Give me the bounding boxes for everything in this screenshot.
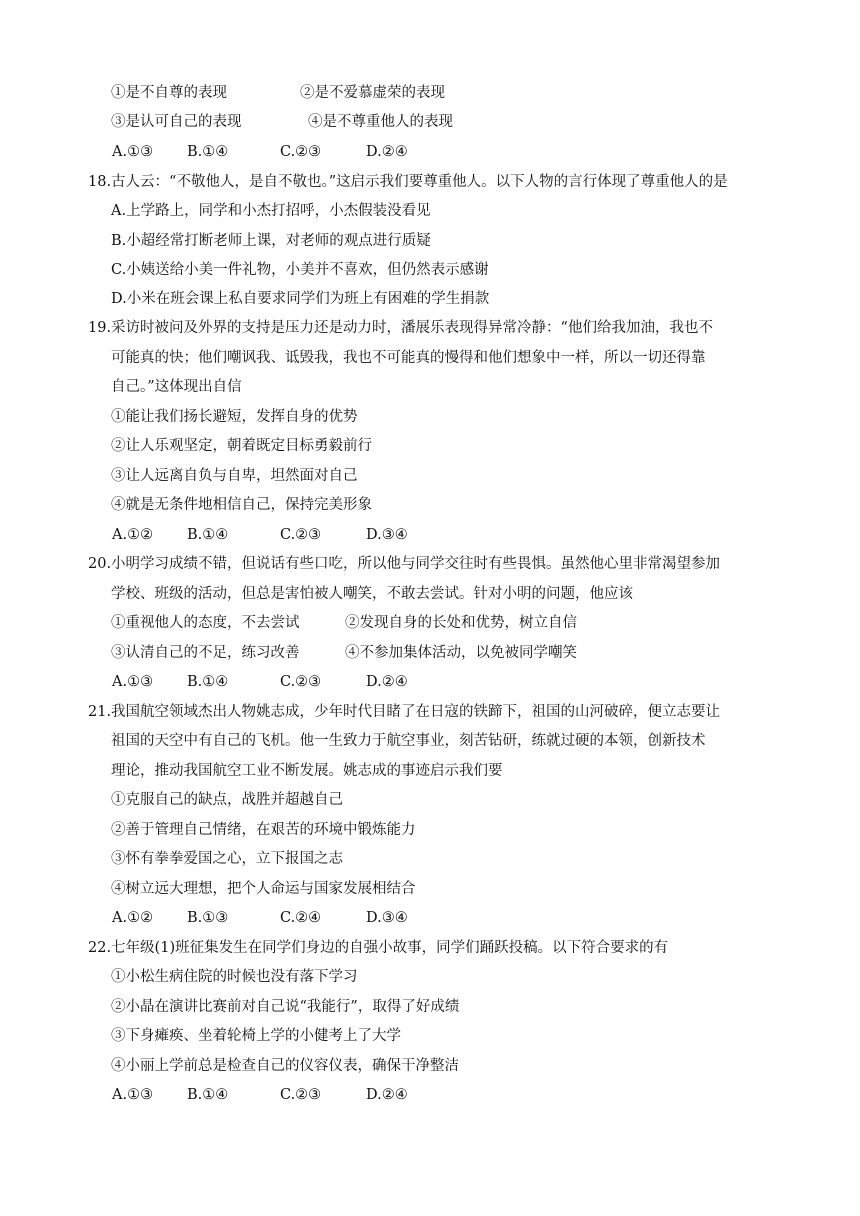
option-d: D.②④ <box>366 1087 408 1103</box>
option-a: A.①③ <box>112 674 154 690</box>
statement-4: ④就是无条件地相信自己，保持完美形象 <box>111 497 372 513</box>
option-c: C.②③ <box>280 1087 322 1103</box>
statement-3: ③怀有拳拳爱国之心，立下报国之志 <box>111 851 343 867</box>
statement-1: ①能让我们扬长避短，发挥自身的优势 <box>111 409 358 425</box>
option-d: D.②④ <box>366 674 408 690</box>
statement-3: ③是认可自己的表现 <box>111 114 242 130</box>
option-c: C.②③ <box>280 144 322 160</box>
option-b: B.①④ <box>187 1087 229 1103</box>
statement-4: ④是不尊重他人的表现 <box>308 114 453 130</box>
option-a: A.①② <box>112 910 154 926</box>
question-18-option-d: D.小米在班会课上私自要求同学们为班上有困难的学生捐款 <box>111 291 490 307</box>
question-20-stem-line-1: 20.小明学习成绩不错，但说话有些口吃，所以他与同学交往时有些畏惧。虽然他心里非常渴望参加 <box>88 556 721 572</box>
option-c: C.②③ <box>280 527 322 543</box>
statement-1: ①克服自己的缺点，战胜并超越自己 <box>111 792 343 808</box>
option-d: D.③④ <box>366 910 408 926</box>
statement-2: ②发现自身的长处和优势，树立自信 <box>345 615 577 631</box>
statement-2: ②善于管理自己情绪，在艰苦的环境中锻炼能力 <box>111 822 416 838</box>
question-19-stem-line-3: 自己。”这体现出自信 <box>111 379 242 395</box>
statement-2: ②让人乐观坚定，朝着既定目标勇毅前行 <box>111 438 372 454</box>
statement-4: ④不参加集体活动，以免被同学嘲笑 <box>345 645 577 661</box>
option-a: A.①③ <box>112 1087 154 1103</box>
statement-2: ②是不爱慕虚荣的表现 <box>300 85 445 101</box>
statement-4: ④小丽上学前总是检查自己的仪容仪表，确保干净整洁 <box>111 1058 459 1074</box>
option-d: D.③④ <box>366 527 408 543</box>
statement-3: ③下身瘫痪、坐着轮椅上学的小健考上了大学 <box>111 1028 401 1044</box>
statement-1: ①是不自尊的表现 <box>111 85 227 101</box>
question-21-stem-line-2: 祖国的天空中有自己的飞机。他一生致力于航空事业，刻苦钻研，练就过硬的本领，创新技术 <box>111 733 706 749</box>
question-18-option-b: B.小超经常打断老师上课，对老师的观点进行质疑 <box>111 233 431 249</box>
question-19-stem-line-2: 可能真的快；他们嘲讽我、诋毁我，我也不可能真的慢得和他们想象中一样，所以一切还得靠 <box>111 350 706 366</box>
question-22-stem: 22.七年级(1)班征集发生在同学们身边的自强小故事，同学们踊跃投稿。以下符合要求的有 <box>88 940 669 956</box>
question-20-stem-line-2: 学校、班级的活动，但总是害怕被人嘲笑，不敢去尝试。针对小明的问题，他应该 <box>111 586 633 602</box>
option-b: B.①④ <box>187 144 229 160</box>
option-a: A.①③ <box>112 144 154 160</box>
option-d: D.②④ <box>366 144 408 160</box>
statement-3: ③认清自己的不足，练习改善 <box>111 645 300 661</box>
question-18-option-c: C.小姨送给小美一件礼物，小美并不喜欢，但仍然表示感谢 <box>111 262 489 278</box>
option-c: C.②④ <box>280 910 322 926</box>
question-19-stem-line-1: 19.采访时被问及外界的支持是压力还是动力时，潘展乐表现得异常冷静：“他们给我加油，我也不 <box>88 320 713 336</box>
option-b: B.①④ <box>187 674 229 690</box>
question-21-stem-line-1: 21.我国航空领域杰出人物姚志成，少年时代目睹了在日寇的铁蹄下，祖国的山河破碎，便立志要让 <box>88 704 721 720</box>
question-18-stem: 18.古人云：“不敬他人，是自不敬也。”这启示我们要尊重他人。以下人物的言行体现了尊重他人的是 <box>88 174 728 190</box>
option-b: B.①③ <box>187 910 229 926</box>
statement-3: ③让人远离自负与自卑，坦然面对自己 <box>111 468 358 484</box>
question-21-stem-line-3: 理论，推动我国航空工业不断发展。姚志成的事迹启示我们要 <box>111 763 503 779</box>
option-b: B.①④ <box>187 527 229 543</box>
question-18-option-a: A.上学路上，同学和小杰打招呼，小杰假装没看见 <box>111 203 431 219</box>
statement-4: ④树立远大理想，把个人命运与国家发展相结合 <box>111 881 416 897</box>
statement-2: ②小晶在演讲比赛前对自己说“我能行”，取得了好成绩 <box>111 999 460 1015</box>
statement-1: ①小松生病住院的时候也没有落下学习 <box>111 969 358 985</box>
option-a: A.①② <box>112 527 154 543</box>
statement-1: ①重视他人的态度，不去尝试 <box>111 615 300 631</box>
option-c: C.②③ <box>280 674 322 690</box>
